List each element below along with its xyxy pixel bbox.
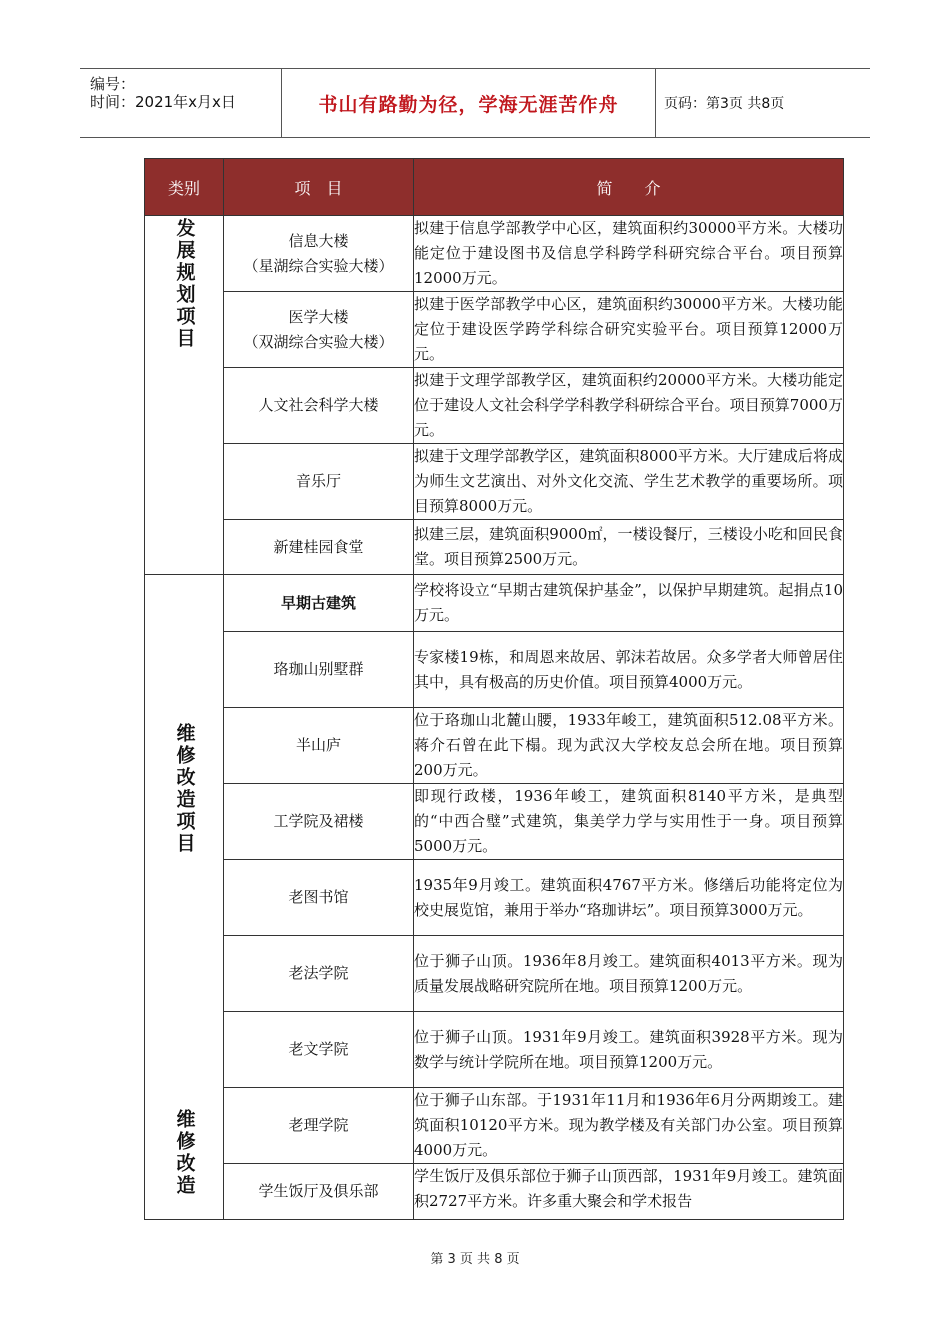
category-label-development: 发展规划项目 bbox=[173, 218, 196, 350]
table-row bbox=[145, 444, 844, 520]
date-label: 时间：2021年x月x日 bbox=[90, 93, 236, 111]
project-cell: 珞珈山别墅群 bbox=[224, 632, 414, 708]
table-row bbox=[145, 1088, 844, 1164]
page-info: 页码：第3页 共8页 bbox=[664, 96, 785, 112]
description-cell: 拟建于医学部教学中心区，建筑面积约30000平方米。大楼功能定位于建设医学跨学科综合研究实验平台。项目预算12000万元。 bbox=[414, 292, 844, 368]
table-header-row bbox=[145, 159, 844, 216]
header-meta-cell bbox=[80, 69, 282, 137]
description-cell: 1935年9月竣工。建筑面积4767平方米。修缮后功能将定位为校史展览馆，兼用于举办“珞珈讲坛”。项目预算3000万元。 bbox=[414, 860, 844, 936]
project-cell: 人文社会科学大楼 bbox=[224, 368, 414, 444]
project-table bbox=[144, 158, 844, 1220]
description-cell: 位于狮子山顶。1936年8月竣工。建筑面积4013平方米。现为质量发展战略研究院所在地。项目预算1200万元。 bbox=[414, 936, 844, 1012]
table-row bbox=[145, 520, 844, 575]
description-cell: 位于狮子山东部。于1931年11月和1936年6月分两期竣工。建筑面积10120平方米。现为教学楼及有关部门办公室。项目预算4000万元。 bbox=[414, 1088, 844, 1164]
description-cell: 拟建于文理学部教学区，建筑面积8000平方米。大厅建成后将成为师生文艺演出、对外文化交流、学生艺术教学的重要场所。项目预算8000万元。 bbox=[414, 444, 844, 520]
motto: 书山有路勤为径，学海无涯苦作舟 bbox=[318, 93, 619, 116]
table-row bbox=[145, 1012, 844, 1088]
description-cell: 学校将设立“早期古建筑保护基金”，以保护早期建筑。起捐点10万元。 bbox=[414, 575, 844, 632]
number-label: 编号： bbox=[90, 75, 136, 93]
description-cell: 拟建于文理学部教学区，建筑面积约20000平方米。大楼功能定位于建设人文社会科学学科教学科研综合平台。项目预算7000万元。 bbox=[414, 368, 844, 444]
project-cell: 老文学院 bbox=[224, 1012, 414, 1088]
table-row bbox=[145, 708, 844, 784]
description-cell: 拟建三层，建筑面积9000㎡，一楼设餐厅，三楼设小吃和回民食堂。项目预算2500万元。 bbox=[414, 520, 844, 575]
category-label-renovation: 维修改造项目 bbox=[173, 723, 196, 855]
description-cell: 拟建于信息学部教学中心区，建筑面积约30000平方米。大楼功能定位于建设图书及信息学科跨学科研究综合平台。项目预算12000万元。 bbox=[414, 216, 844, 292]
description-cell: 位于珞珈山北麓山腰，1933年峻工，建筑面积512.08平方米。蒋介石曾在此下榻。现为武汉大学校友总会所在地。项目预算200万元。 bbox=[414, 708, 844, 784]
table-row bbox=[145, 575, 844, 632]
header-page-cell bbox=[656, 69, 870, 137]
project-cell: 老法学院 bbox=[224, 936, 414, 1012]
table-row bbox=[145, 860, 844, 936]
column-header-category: 类别 bbox=[145, 159, 224, 216]
project-cell: 信息大楼 （星湖综合实验大楼） bbox=[224, 216, 414, 292]
description-cell: 位于狮子山顶。1931年9月竣工。建筑面积3928平方米。现为数学与统计学院所在地。项目预算1200万元。 bbox=[414, 1012, 844, 1088]
description-cell: 即现行政楼，1936年峻工，建筑面积8140平方米，是典型的“中西合璧”式建筑，集美学力学与实用性于一身。项目预算5000万元。 bbox=[414, 784, 844, 860]
table-row bbox=[145, 1164, 844, 1220]
project-cell: 音乐厅 bbox=[224, 444, 414, 520]
page-footer: 第 3 页 共 8 页 bbox=[430, 1252, 520, 1267]
table-row bbox=[145, 292, 844, 368]
table-row bbox=[145, 784, 844, 860]
table-row bbox=[145, 936, 844, 1012]
project-cell: 早期古建筑 bbox=[224, 575, 414, 632]
project-cell: 老理学院 bbox=[224, 1088, 414, 1164]
project-cell: 医学大楼 （双湖综合实验大楼） bbox=[224, 292, 414, 368]
description-cell bbox=[414, 1164, 844, 1220]
category-cell-development bbox=[145, 216, 224, 575]
column-header-project: 项 目 bbox=[224, 159, 414, 216]
page-header bbox=[80, 68, 870, 138]
table-row bbox=[145, 632, 844, 708]
project-cell: 新建桂园食堂 bbox=[224, 520, 414, 575]
table-row bbox=[145, 368, 844, 444]
project-cell: 学生饭厅及俱乐部 bbox=[224, 1164, 414, 1220]
description-cell: 专家楼19栋，和周恩来故居、郭沫若故居。众多学者大师曾居住其中，具有极高的历史价值。项目预算4000万元。 bbox=[414, 632, 844, 708]
project-cell: 工学院及裙楼 bbox=[224, 784, 414, 860]
description-text: 学生饭厅及俱乐部位于狮子山顶西部，1931年9月竣工。建筑面积2727平方米。许多重大聚会和学术报告 bbox=[414, 1167, 843, 1210]
table-row bbox=[145, 216, 844, 292]
header-motto-cell bbox=[282, 69, 656, 137]
project-cell: 老图书馆 bbox=[224, 860, 414, 936]
project-cell: 半山庐 bbox=[224, 708, 414, 784]
column-header-description: 简 介 bbox=[414, 159, 844, 216]
category-cell-renovation bbox=[145, 575, 224, 1220]
category-label-renovation-cont: 维修改造 bbox=[173, 1109, 196, 1197]
